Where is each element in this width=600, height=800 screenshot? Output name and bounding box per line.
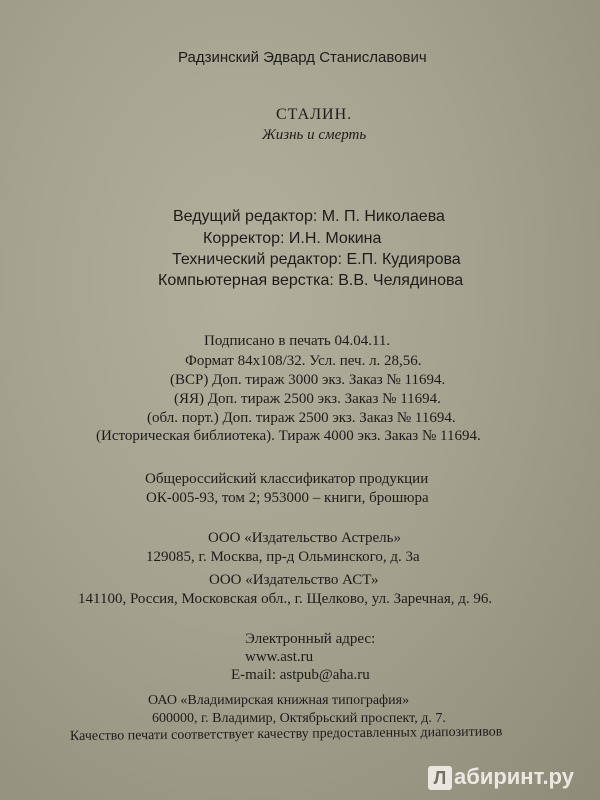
publisher-astrel-address: 129085, г. Москва, пр-д Ольминского, д. 3а <box>146 549 420 565</box>
contact-label: Электронный адрес: <box>245 631 376 647</box>
contact-web: www.ast.ru <box>245 649 314 665</box>
contact-email: E-mail: astpub@aha.ru <box>231 667 370 683</box>
print-signed: Подписано в печать 04.04.11. <box>204 333 391 349</box>
print-run-historical: (Историческая библиотека). Тираж 4000 экз. Заказ № 11694. <box>96 428 481 444</box>
publisher-astrel-name: ООО «Издательство Астрель» <box>208 530 401 546</box>
print-format: Формат 84x108/32. Усл. печ. л. 28,56. <box>185 353 422 369</box>
print-run-vsr: (ВСР) Доп. тираж 3000 экз. Заказ № 11694. <box>170 372 446 388</box>
classifier-title: Общероссийский классификатор продукции <box>145 471 429 487</box>
printer-quality-note: Качество печати соответствует качеству предоставленных диапозитивов <box>69 724 503 744</box>
print-run-yaya: (ЯЯ) Доп. тираж 2500 экз. Заказ № 11694. <box>174 391 441 407</box>
book-subtitle: Жизнь и смерть <box>262 127 367 143</box>
classifier-code: ОК-005-93, том 2; 953000 – книги, брошюра <box>146 490 429 506</box>
labirint-logo-icon: Л <box>428 766 452 790</box>
author-name: Радзинский Эдвард Станиславович <box>178 49 427 66</box>
labirint-watermark-text: абиринт.ру <box>454 764 574 789</box>
print-run-cover: (обл. порт.) Доп. тираж 2500 экз. Заказ № 11694. <box>147 410 456 426</box>
printer-name: ОАО «Владимирская книжная типография» <box>148 693 410 708</box>
publisher-ast-name: ООО «Издательство АСТ» <box>209 572 379 588</box>
credit-proofreader: Корректор: И.Н. Мокина <box>203 230 382 247</box>
credit-lead-editor: Ведущий редактор: М. П. Николаева <box>173 208 445 225</box>
printer-address: 600000, г. Владимир, Октябрьский проспект, д. 7. <box>152 711 446 726</box>
book-title: СТАЛИН. <box>276 106 353 123</box>
publisher-ast-address: 141100, Россия, Московская обл., г. Щелково, ул. Заречная, д. 96. <box>78 591 493 607</box>
credit-tech-editor: Технический редактор: Е.П. Кудиярова <box>172 251 461 268</box>
labirint-watermark <box>428 764 588 794</box>
credit-layout: Компьютерная верстка: В.В. Челядинова <box>158 272 464 289</box>
